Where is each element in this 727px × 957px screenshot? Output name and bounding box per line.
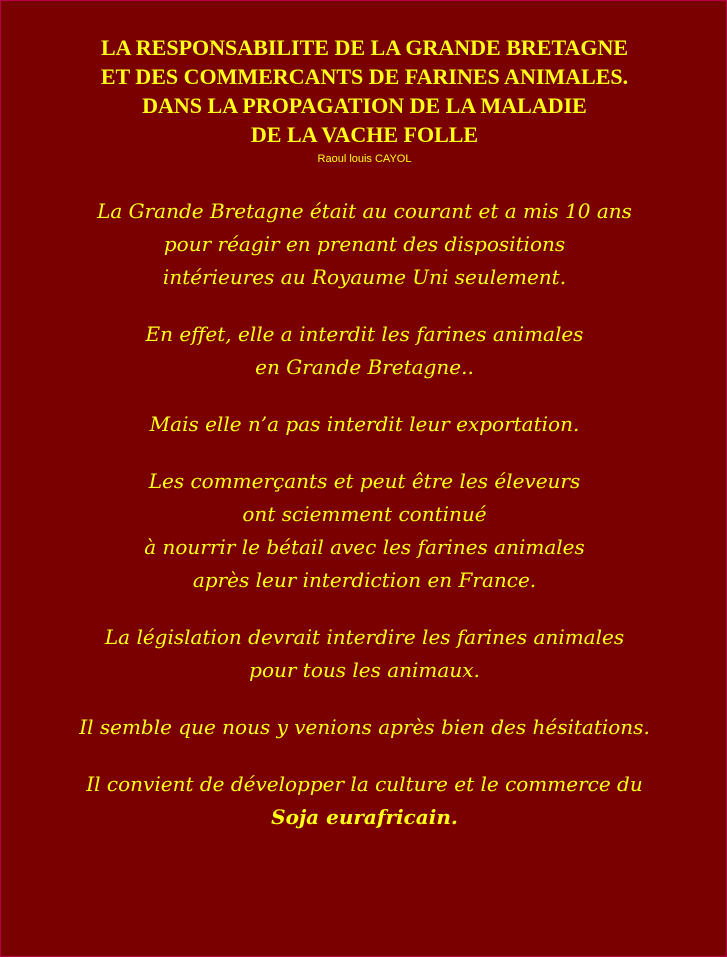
paragraph-line: après leur interdiction en France. bbox=[192, 568, 537, 592]
author-name: Raoul louis CAYOL bbox=[317, 153, 412, 165]
paragraph-line: Les commerçants et peut être les éleveurs bbox=[148, 469, 581, 493]
paragraph-4 bbox=[1, 465, 727, 597]
paragraph-line: à nourrir le bétail avec les farines animales bbox=[144, 535, 585, 559]
paragraph-line: En effet, elle a interdit les farines animales bbox=[145, 322, 584, 346]
title-line-1: LA RESPONSABILITE DE LA GRANDE BRETAGNE bbox=[100, 35, 629, 60]
paragraph-1 bbox=[1, 195, 727, 294]
paragraph-7 bbox=[1, 768, 727, 834]
paragraph-line: pour tous les animaux. bbox=[249, 658, 480, 682]
title-line-4: DE LA VACHE FOLLE bbox=[250, 122, 479, 147]
emphasis-line: Soja eurafricain. bbox=[271, 805, 458, 829]
paragraph-5 bbox=[1, 621, 727, 687]
paragraph-line: La législation devrait interdire les farines animales bbox=[104, 625, 625, 649]
paragraph-2 bbox=[1, 318, 727, 384]
paragraph-line: La Grande Bretagne était au courant et a mis 10 ans bbox=[97, 199, 632, 223]
document-body bbox=[1, 195, 727, 858]
paragraph-line: Il convient de développer la culture et le commerce du bbox=[86, 772, 643, 796]
paragraph-line: en Grande Bretagne.. bbox=[255, 355, 474, 379]
paragraph-line: Mais elle n’a pas interdit leur exportation. bbox=[149, 412, 580, 436]
paragraph-line: Il semble que nous y venions après bien des hésitations. bbox=[79, 715, 650, 739]
paragraph-6 bbox=[1, 711, 727, 744]
title-line-3: DANS LA PROPAGATION DE LA MALADIE bbox=[142, 93, 587, 118]
document-title bbox=[1, 33, 727, 149]
paragraph-3 bbox=[1, 408, 727, 441]
paragraph-line: intérieures au Royaume Uni seulement. bbox=[162, 265, 567, 289]
paragraph-line: ont sciemment continué bbox=[242, 502, 487, 526]
title-line-2: ET DES COMMERCANTS DE FARINES ANIMALES. bbox=[100, 64, 629, 89]
paragraph-line: pour réagir en prenant des dispositions bbox=[163, 232, 566, 256]
